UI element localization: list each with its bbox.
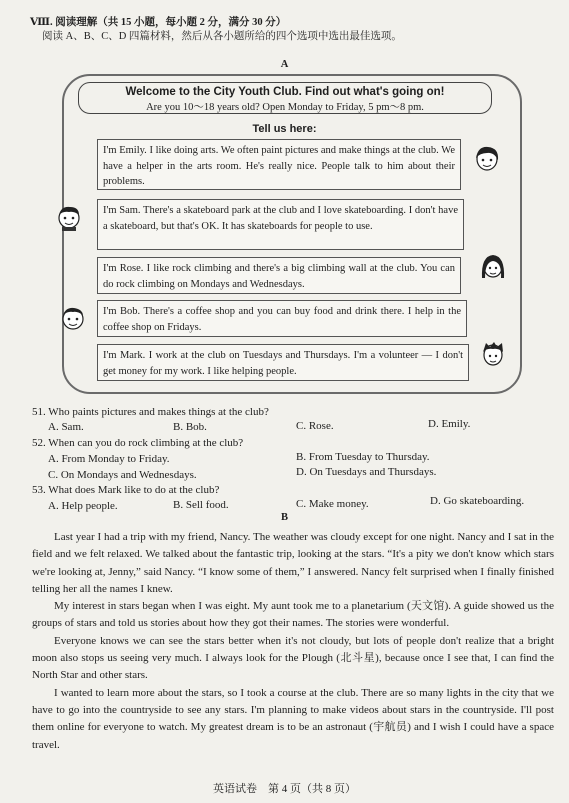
paragraph: Everyone knows we can see the stars better when it's not cloudy, but lots of people don't realize that a bright moon also stops us seeing very much. I always look for the Plough (北斗星), because once I see that, I can find the North Star and other stars. <box>32 634 554 682</box>
question-52-stem: 52. When can you do rock climbing at the club? <box>32 437 244 449</box>
section-title: Ⅷ. 阅读理解（共 15 小题，每小题 2 分，满分 30 分） <box>30 17 287 28</box>
option-c[interactable]: C. Rose. <box>296 420 334 432</box>
card-text: I'm Bob. There's a coffee shop and you can buy food and drink there. I help in the coffee shop on Fridays. <box>103 306 461 333</box>
girl-face-icon <box>472 144 502 172</box>
passage-b-text <box>32 529 554 754</box>
banner-title: Welcome to the City Youth Club. Find out what's going on! <box>125 86 445 98</box>
option-a[interactable]: A. Sam. <box>48 421 84 433</box>
card-text: I'm Mark. I work at the club on Tuesdays and Thursdays. I'm a volunteer — I don't get money for my work. I like helping people. <box>103 350 463 377</box>
card-text: I'm Emily. I like doing arts. We often paint pictures and make things at the club. We have a helper in the arts room. He's really nice. People talk to him about their problems. <box>103 145 455 187</box>
banner-subtitle: Are you 10～18 years old? Open Monday to Friday, 5 pm～8 pm. <box>146 102 424 113</box>
card-text: I'm Sam. There's a skateboard park at the club and I love skateboarding. I don't have a skateboard, but that's OK. It has skateboards for people to use. <box>103 205 458 232</box>
option-c[interactable]: C. Make money. <box>296 498 369 510</box>
card-emily <box>97 139 461 190</box>
question-51-stem: 51. Who paints pictures and makes things at the club? <box>32 406 269 418</box>
club-banner <box>78 82 492 114</box>
paragraph: Last year I had a trip with my friend, Nancy. The weather was cloudy except for one night. Nancy and I sat in the field and we felt relaxed. We talked about the fantastic trip, looking at the stars. “It's a pity we don't know which stars we're looking at, Jenny,” said Nancy. “I know some of them,” I answered. Nancy felt surprised when I finally finished telling her all the names I knew. <box>32 531 554 595</box>
option-d[interactable]: D. Emily. <box>428 418 471 430</box>
card-rose <box>97 257 461 294</box>
tell-us-heading: Tell us here: <box>252 123 317 135</box>
option-b[interactable]: B. Bob. <box>173 421 207 433</box>
card-sam <box>97 199 464 250</box>
boy-face-icon <box>54 203 84 231</box>
option-d[interactable]: D. Go skateboarding. <box>430 495 525 507</box>
option-a[interactable]: A. Help people. <box>48 500 118 512</box>
boy-face-icon <box>58 304 88 332</box>
section-instruction: 阅读 A、B、C、D 四篇材料，然后从各小题所给的四个选项中选出最佳选项。 <box>42 31 402 42</box>
card-bob <box>97 300 467 337</box>
option-d[interactable]: D. On Tuesdays and Thursdays. <box>296 466 437 478</box>
option-c[interactable]: C. On Mondays and Wednesdays. <box>48 469 197 481</box>
option-a[interactable]: A. From Monday to Friday. <box>48 453 170 465</box>
option-b[interactable]: B. Sell food. <box>173 499 229 511</box>
paragraph: My interest in stars began when I was eight. My aunt took me to a planetarium (天文馆). A guide showed us the groups of stars and told us stories about how they got their names. The stories were wonderful. <box>32 600 554 630</box>
question-53-stem: 53. What does Mark like to do at the club? <box>32 484 220 496</box>
card-text: I'm Rose. I like rock climbing and there's a big climbing wall at the club. You can do rock climbing on Mondays and Wednesdays. <box>103 263 455 290</box>
passage-b-label: B <box>280 512 288 523</box>
section-header <box>30 16 550 44</box>
option-b[interactable]: B. From Tuesday to Thursday. <box>296 451 430 463</box>
paragraph: I wanted to learn more about the stars, so I took a course at the club. There are so many lights in the city that we have to go into the countryside to see any stars. I'm planning to make videos about stars in the countryside. I'll post them online for everyone to watch. My greatest dream is to be an astronaut (宇航员) and I wish I could have a space travel. <box>32 686 554 751</box>
girl-face-icon <box>478 252 508 280</box>
boy-face-icon <box>478 340 508 368</box>
passage-a-label: A <box>280 59 289 70</box>
card-mark <box>97 344 469 381</box>
page-footer: 英语试卷 第 4 页（共 8 页） <box>213 783 356 795</box>
